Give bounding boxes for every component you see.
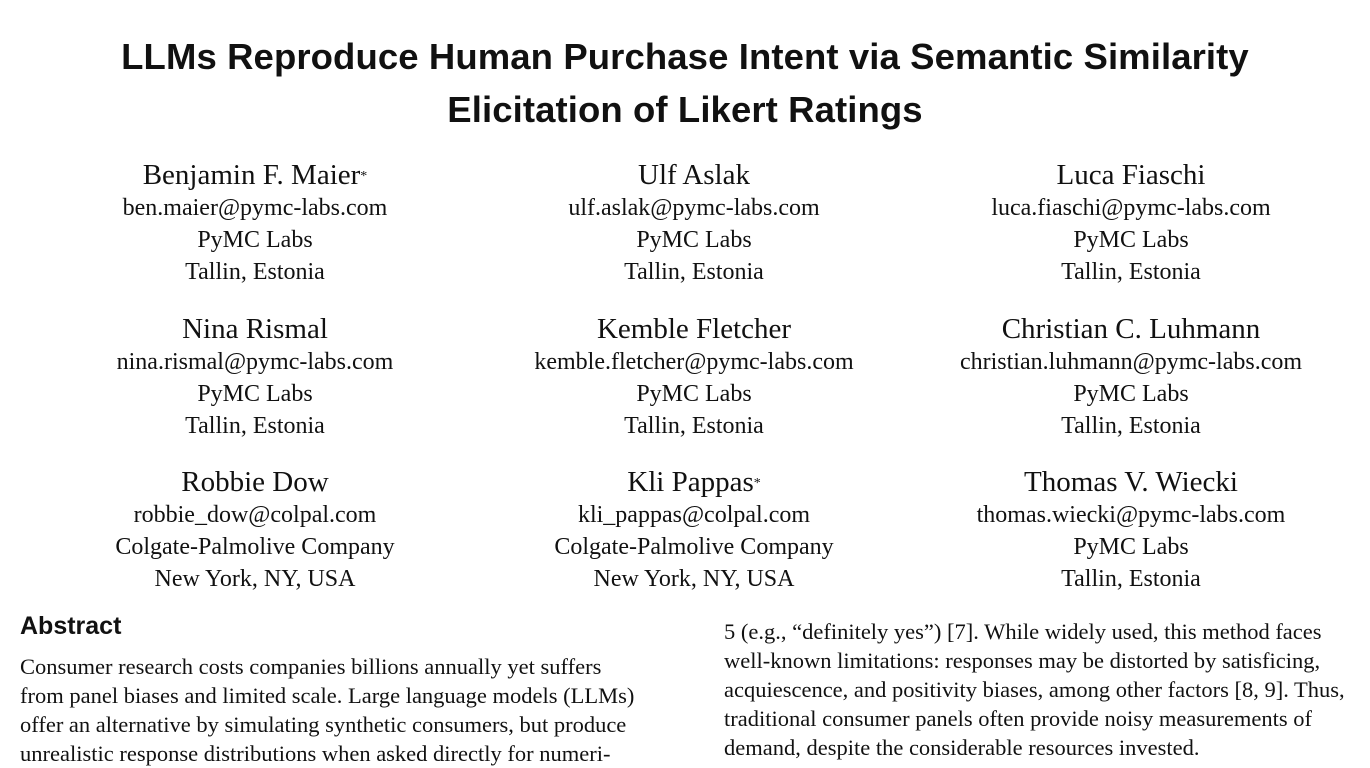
author-location: Tallin, Estonia [185, 259, 325, 285]
author-email: christian.luhmann@pymc-labs.com [959, 349, 1303, 375]
author-name: Luca Fiaschi [1056, 159, 1206, 191]
author-block [911, 312, 1351, 442]
author-name: Nina Rismal [182, 313, 328, 345]
author-block [35, 465, 475, 595]
author-location: Tallin, Estonia [624, 259, 764, 285]
author-location: Tallin, Estonia [624, 413, 764, 439]
author-affiliation: PyMC Labs [636, 227, 752, 253]
author-name: Kli Pappas [627, 466, 754, 498]
author-email: nina.rismal@pymc-labs.com [116, 349, 394, 375]
author-block [474, 465, 914, 595]
author-affiliation: Colgate-Palmolive Company [554, 534, 834, 560]
author-affiliation: PyMC Labs [1073, 534, 1189, 560]
paper-title [0, 30, 1370, 136]
author-block [35, 158, 475, 288]
author-name: Robbie Dow [181, 466, 329, 498]
author-block [474, 158, 914, 288]
author-affiliation: PyMC Labs [1073, 227, 1189, 253]
abstract-body [20, 652, 634, 768]
title-line-2: Elicitation of Likert Ratings [447, 89, 923, 130]
author-email: kemble.fletcher@pymc-labs.com [534, 349, 854, 375]
abstract-line: offer an alternative by simulating synthetic consumers, but produce [20, 712, 627, 737]
author-name: Kemble Fletcher [596, 313, 792, 345]
title-line-1: LLMs Reproduce Human Purchase Intent via Semantic Similarity [121, 36, 1249, 77]
author-location: Tallin, Estonia [1061, 566, 1201, 592]
author-email: kli_pappas@colpal.com [577, 502, 811, 528]
body-line: 5 (e.g., “definitely yes”) [7]. While widely used, this method faces [724, 619, 1322, 644]
author-name: Thomas V. Wiecki [1024, 466, 1238, 498]
author-name: Christian C. Luhmann [1001, 313, 1261, 345]
corresponding-mark: * [753, 476, 761, 491]
author-location: New York, NY, USA [593, 566, 795, 592]
author-affiliation: PyMC Labs [197, 227, 313, 253]
author-email: robbie_dow@colpal.com [133, 502, 377, 528]
body-line: well-known limitations: responses may be distorted by satisficing, [724, 648, 1321, 673]
corresponding-mark: * [360, 169, 368, 184]
author-block [474, 312, 914, 442]
author-block [911, 465, 1351, 595]
author-affiliation: Colgate-Palmolive Company [115, 534, 395, 560]
body-line: traditional consumer panels often provide noisy measurements of [724, 706, 1312, 731]
author-location: Tallin, Estonia [185, 413, 325, 439]
author-location: Tallin, Estonia [1061, 259, 1201, 285]
abstract-heading: Abstract [20, 612, 122, 640]
author-location: New York, NY, USA [154, 566, 356, 592]
body-line: acquiescence, and positivity biases, among other factors [8, 9]. Thus, [724, 677, 1345, 702]
author-block [35, 312, 475, 442]
body-line: demand, despite the considerable resources invested. [724, 735, 1200, 760]
author-affiliation: PyMC Labs [636, 381, 752, 407]
author-name: Benjamin F. Maier [142, 159, 361, 191]
abstract-line: unrealistic response distributions when asked directly for numeri- [20, 741, 611, 766]
author-location: Tallin, Estonia [1061, 413, 1201, 439]
author-email: luca.fiaschi@pymc-labs.com [991, 195, 1271, 221]
author-name: Ulf Aslak [638, 159, 750, 191]
author-email: thomas.wiecki@pymc-labs.com [976, 502, 1286, 528]
author-block [911, 158, 1351, 288]
right-column-body [724, 617, 1345, 762]
author-affiliation: PyMC Labs [197, 381, 313, 407]
abstract-line: from panel biases and limited scale. Large language models (LLMs) [20, 683, 635, 708]
author-email: ulf.aslak@pymc-labs.com [568, 195, 820, 221]
abstract-line: Consumer research costs companies billions annually yet suffers [20, 654, 602, 679]
author-affiliation: PyMC Labs [1073, 381, 1189, 407]
author-email: ben.maier@pymc-labs.com [122, 195, 388, 221]
